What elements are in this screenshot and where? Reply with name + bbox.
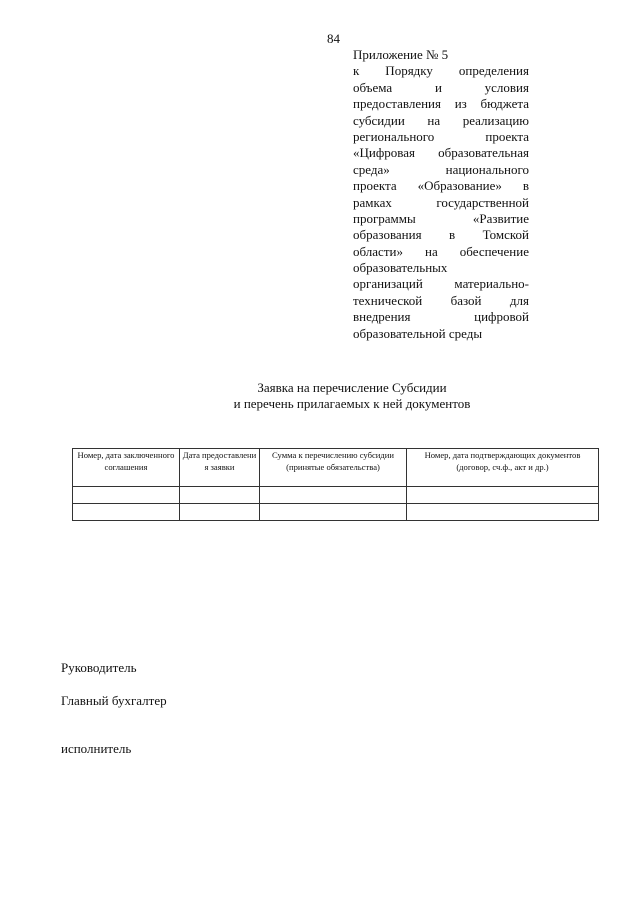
- appendix-line: области» на обеспечение: [353, 243, 529, 259]
- appendix-line: среда» национального: [353, 161, 529, 177]
- signature-head: Руководитель: [61, 660, 137, 675]
- appendix-line: рамках государственной: [353, 194, 529, 210]
- table-cell: [260, 487, 407, 504]
- request-title: [0, 380, 640, 412]
- table-row: [73, 504, 599, 521]
- table-cell: [73, 487, 180, 504]
- request-title-line2: и перечень прилагаемых к ней документов: [233, 396, 471, 411]
- appendix-line: образовательной среды: [353, 325, 483, 341]
- appendix-line: технической базой для: [353, 292, 529, 308]
- request-title-line1: Заявка на перечисление Субсидии: [257, 380, 447, 395]
- header-supporting-documents: Номер, дата подтверждающих документов (договор, сч.ф., акт и др.): [407, 449, 599, 487]
- appendix-line: образовательных: [353, 260, 448, 276]
- appendix-line: «Цифровая образовательная: [353, 145, 529, 161]
- documents-table: [72, 448, 599, 521]
- appendix-line: внедрения цифровой: [353, 309, 529, 325]
- appendix-line: предоставления из бюджета: [353, 96, 529, 112]
- table-cell: [73, 504, 180, 521]
- signature-executor: исполнитель: [61, 741, 132, 756]
- signature-chief-accountant: Главный бухгалтер: [61, 693, 167, 708]
- table-cell: [407, 504, 599, 521]
- appendix-line: субсидии на реализацию: [353, 112, 529, 128]
- table-cell: [180, 487, 260, 504]
- appendix-line: образования в Томской: [353, 227, 529, 243]
- header-agreement-number-date: Номер, дата заключенного соглашения: [73, 449, 180, 487]
- appendix-line: к Порядку определения: [353, 63, 529, 79]
- appendix-title: Приложение № 5: [353, 47, 449, 62]
- appendix-block: [353, 47, 529, 342]
- appendix-line: регионального проекта: [353, 128, 529, 144]
- appendix-line: программы «Развитие: [353, 210, 529, 226]
- appendix-line: организаций материально-: [353, 276, 529, 292]
- page-number: 84: [327, 31, 340, 46]
- table-cell: [260, 504, 407, 521]
- appendix-line: объема и условия: [353, 79, 529, 95]
- header-request-date: Дата предоставлени я заявки: [180, 449, 260, 487]
- table-header-row: [73, 449, 599, 487]
- table-cell: [180, 504, 260, 521]
- table-cell: [407, 487, 599, 504]
- appendix-line: проекта «Образование» в: [353, 178, 529, 194]
- table-row: [73, 487, 599, 504]
- header-subsidy-amount: Сумма к перечислению субсидии (принятые обязательства): [260, 449, 407, 487]
